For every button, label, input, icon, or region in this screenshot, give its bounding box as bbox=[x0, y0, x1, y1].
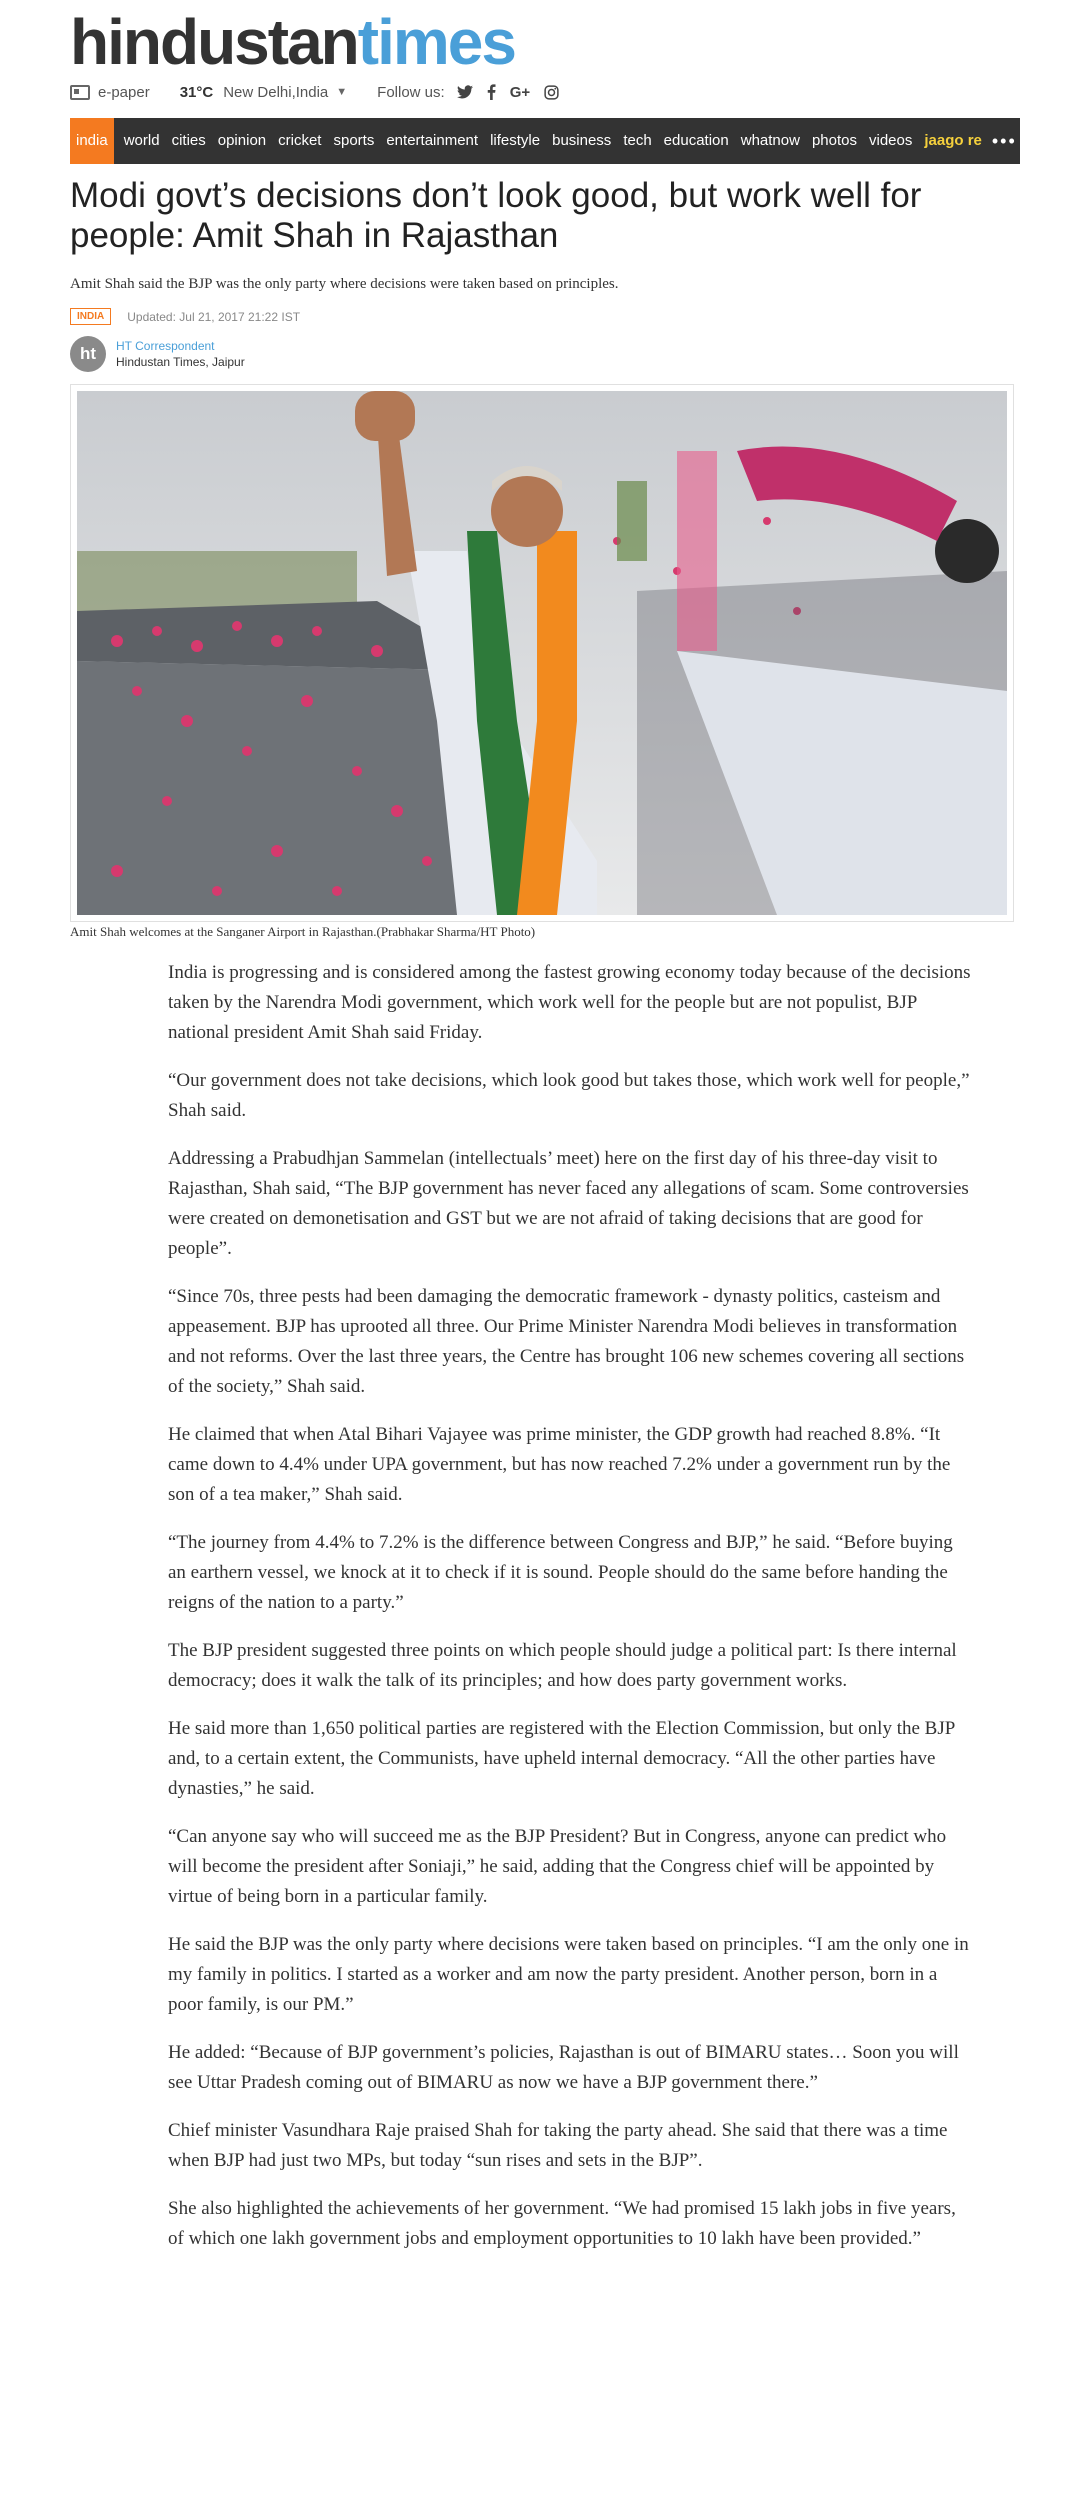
article-paragraph: He added: “Because of BJP government’s policies, Rajasthan is out of BIMARU states… Soon you will see Uttar Pradesh coming out of BIMARU as now we have a BJP government there.” bbox=[168, 2042, 959, 2093]
updated-timestamp: Updated: Jul 21, 2017 21:22 IST bbox=[127, 309, 301, 324]
epaper-link[interactable]: e-paper bbox=[98, 83, 150, 101]
logo-part-1: hindustan bbox=[70, 6, 358, 78]
avatar: ht bbox=[70, 336, 106, 372]
more-menu-icon[interactable]: ••• bbox=[991, 130, 1017, 151]
nav-item-lifestyle[interactable]: lifestyle bbox=[490, 132, 541, 149]
nav-item-cities[interactable]: cities bbox=[171, 132, 206, 149]
nav-item-india[interactable]: india bbox=[70, 118, 114, 164]
nav-item-education[interactable]: education bbox=[663, 132, 729, 149]
article-paragraph: “Our government does not take decisions, which look good but takes those, which work well for people,” Shah said. bbox=[168, 1070, 970, 1121]
social-links bbox=[457, 84, 559, 101]
article-paragraph: Addressing a Prabudhjan Sammelan (intellectuals’ meet) here on the first day of his three-day visit to Rajasthan, Shah said, “The BJP government has never faced any allegations of scam. Some controversies were created on demonetisation and GST but we are not afraid of taking decisions that are good for people”. bbox=[168, 1148, 969, 1259]
nav-item-opinion[interactable]: opinion bbox=[217, 132, 267, 149]
main-navigation bbox=[70, 118, 1020, 164]
logo-part-2: times bbox=[357, 6, 515, 78]
article-paragraph: She also highlighted the achievements of her government. “We had promised 15 lakh jobs in five years, of which one lakh government jobs and employment opportunities to 10 lakh have been provided.” bbox=[168, 2198, 956, 2249]
epaper-icon[interactable] bbox=[70, 85, 90, 100]
article-paragraph: The BJP president suggested three points on which people should judge a political part: Is there internal democracy; does it walk the talk of its principles; and how does party government works. bbox=[168, 1640, 957, 1691]
location-selector[interactable]: New Delhi,India bbox=[223, 83, 329, 101]
facebook-icon[interactable] bbox=[487, 84, 496, 100]
nav-item-world[interactable]: world bbox=[123, 132, 160, 149]
site-logo[interactable] bbox=[70, 8, 515, 76]
nav-item-business[interactable]: business bbox=[552, 132, 612, 149]
article-paragraph: He claimed that when Atal Bihari Vajayee was prime minister, the GDP growth had reached 8.8%. “It came down to 4.4% under UPA government, but has now reached 7.2% under a government run by the son of a tea maker,” Shah said. bbox=[168, 1424, 951, 1505]
nav-item-cricket[interactable]: cricket bbox=[278, 132, 322, 149]
nav-item-photos[interactable]: photos bbox=[811, 132, 857, 149]
chevron-down-icon[interactable]: ▼ bbox=[336, 86, 348, 98]
article-paragraph: He said more than 1,650 political parties are registered with the Election Commission, but only the BJP and, to a certain extent, the Communists, have upheld internal democracy. “All the other parties have dynasties,” he said. bbox=[168, 1718, 955, 1799]
article-paragraph: Chief minister Vasundhara Raje praised Shah for taking the party ahead. She said that there was a time when BJP had just two MPs, but today “sun rises and sets in the BJP”. bbox=[168, 2120, 948, 2171]
section-tag[interactable]: INDIA bbox=[70, 308, 111, 325]
google-plus-icon[interactable]: G+ bbox=[509, 83, 531, 101]
nav-item-sports[interactable]: sports bbox=[333, 132, 375, 149]
author-block bbox=[70, 336, 245, 372]
temperature: 31°C bbox=[179, 83, 214, 101]
article-meta bbox=[70, 308, 300, 325]
photo-caption: Amit Shah welcomes at the Sanganer Airport in Rajasthan.(Prabhakar Sharma/HT Photo) bbox=[70, 924, 536, 939]
nav-item-jaago-re[interactable]: jaago re bbox=[924, 132, 982, 149]
follow-label: Follow us: bbox=[377, 83, 445, 101]
article-paragraph: “The journey from 4.4% to 7.2% is the difference between Congress and BJP,” he said. “Before buying an earthern vessel, we knock at it to check if it is sound. People should do the same before handing the reigns of the nation to a party.” bbox=[168, 1532, 953, 1613]
article-paragraph: He said the BJP was the only party where decisions were taken based on principles. “I am the only one in my family in politics. I started as a worker and am now the party president. Another person, born in a poor family, is our PM.” bbox=[168, 1934, 969, 2015]
nav-item-videos[interactable]: videos bbox=[868, 132, 913, 149]
article-body bbox=[168, 958, 973, 2272]
nav-item-tech[interactable]: tech bbox=[623, 132, 652, 149]
author-name-link[interactable]: HT Correspondent bbox=[116, 339, 215, 353]
article-summary: Amit Shah said the BJP was the only party where decisions were taken based on principles. bbox=[70, 276, 619, 292]
article-headline: Modi govt’s decisions don’t look good, but work well for people: Amit Shah in Rajasthan bbox=[70, 176, 922, 255]
article-paragraph: “Can anyone say who will succeed me as the BJP President? But in Congress, anyone can predict who will become the president after Soniaji,” he said, adding that the Congress chief will be appointed by virtue of being born in a particular family. bbox=[168, 1826, 947, 1907]
top-bar bbox=[70, 80, 559, 104]
author-location: Hindustan Times, Jaipur bbox=[116, 355, 245, 369]
nav-item-whatnow[interactable]: whatnow bbox=[740, 132, 800, 149]
lead-photo-illustration bbox=[77, 391, 1007, 915]
instagram-icon[interactable] bbox=[544, 85, 559, 100]
nav-item-entertainment[interactable]: entertainment bbox=[386, 132, 479, 149]
lead-photo bbox=[70, 384, 1014, 922]
article-paragraph: India is progressing and is considered among the fastest growing economy today because of the decisions taken by the Narendra Modi government, which work well for the people but are not populist, BJP national president Amit Shah said Friday. bbox=[168, 962, 971, 1043]
article-paragraph: “Since 70s, three pests had been damaging the democratic framework - dynasty politics, casteism and appeasement. BJP has uprooted all three. Our Prime Minister Narendra Modi believes in transformation and not reforms. Over the last three years, the Centre has brought 106 new schemes covering all sections of the society,” Shah said. bbox=[168, 1286, 965, 1397]
twitter-icon[interactable] bbox=[457, 85, 473, 99]
